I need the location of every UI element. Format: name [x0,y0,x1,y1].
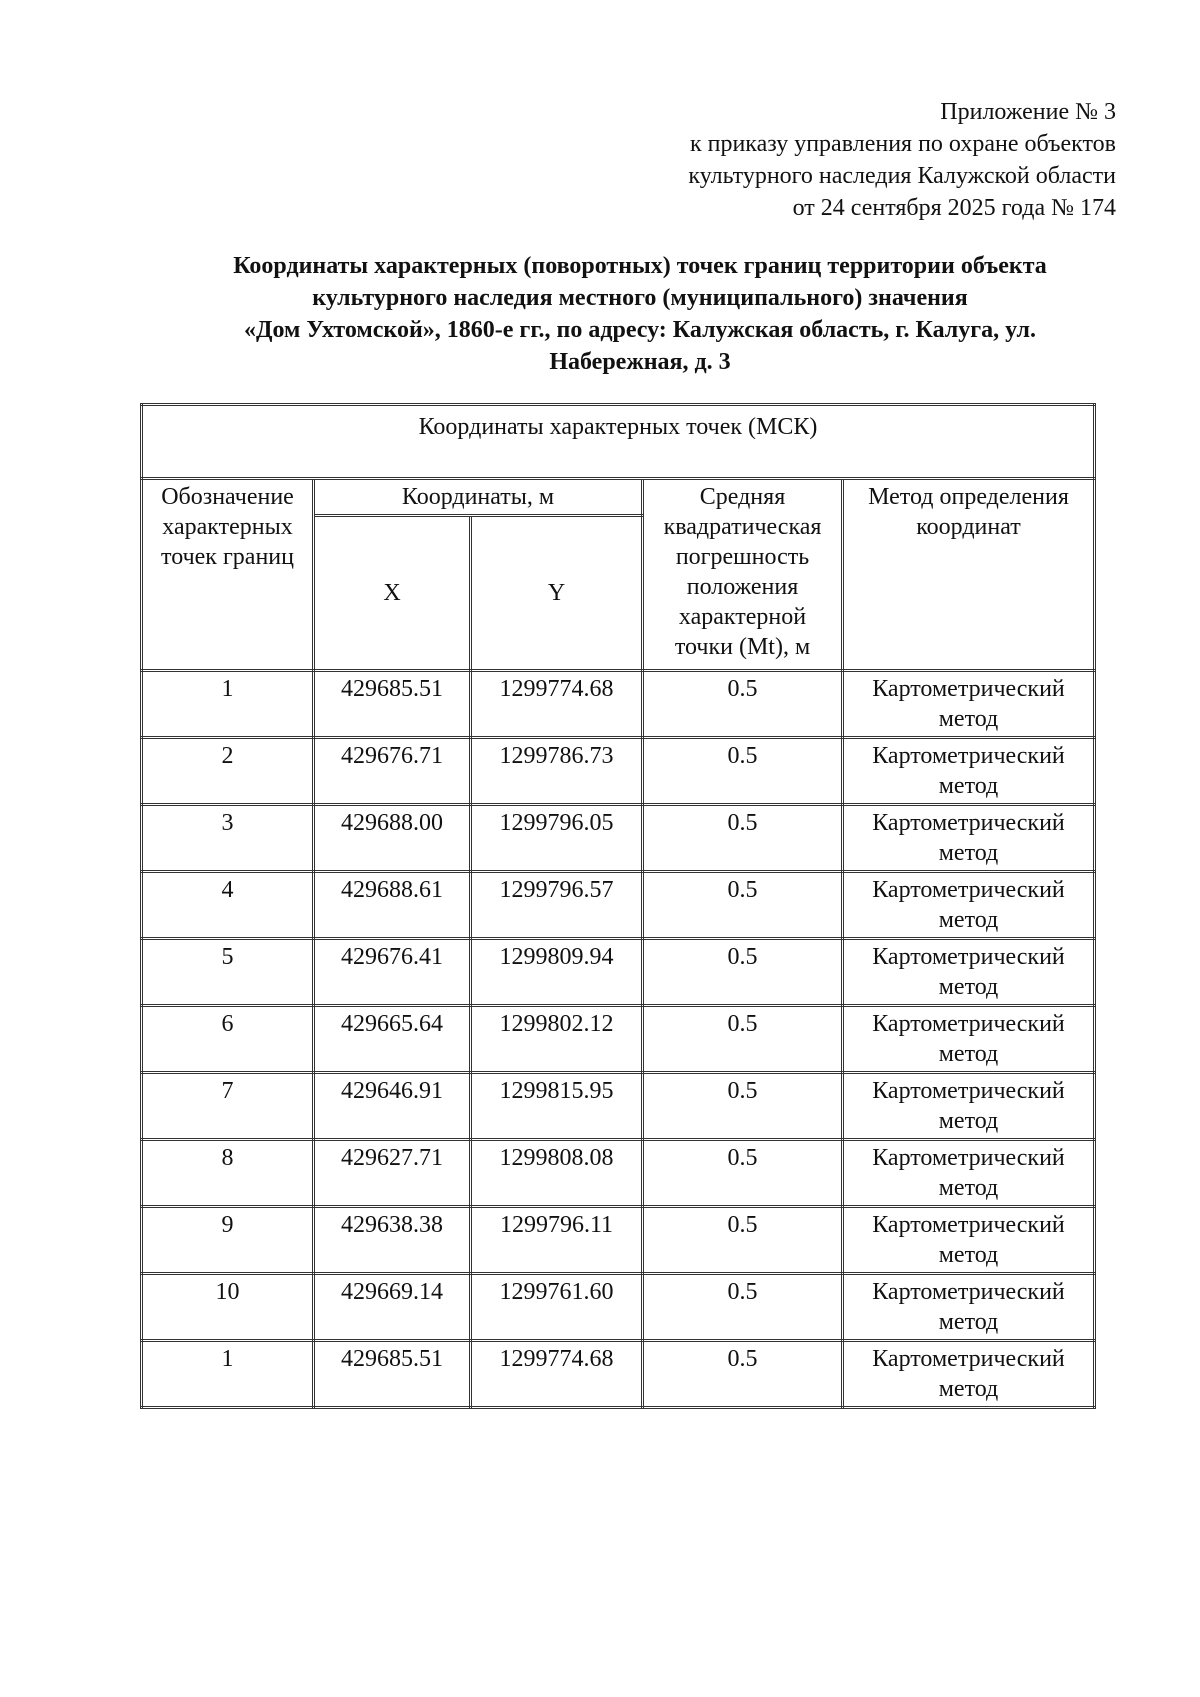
cell-y: 1299774.68 [471,1341,643,1408]
table-row [142,1274,1095,1341]
cell-point: 8 [142,1140,314,1207]
cell-x: 429646.91 [314,1073,471,1140]
cell-method: Картометрический метод [843,1207,1095,1274]
table-row [142,1073,1095,1140]
table-row [142,939,1095,1006]
cell-point: 9 [142,1207,314,1274]
cell-method: Картометрический метод [843,671,1095,738]
cell-point: 1 [142,1341,314,1408]
cell-mt: 0.5 [643,738,843,805]
header-y: Y [471,516,643,671]
cell-point: 3 [142,805,314,872]
cell-x: 429685.51 [314,671,471,738]
cell-method: Картометрический метод [843,939,1095,1006]
cell-mt: 0.5 [643,671,843,738]
title-line-3: «Дом Ухтомской», 1860-е гг., по адресу: Калужская область, г. Калуга, ул. [243,317,1037,343]
table-row [142,872,1095,939]
cell-y: 1299796.11 [471,1207,643,1274]
title-line-2: культурного наследия местного (муниципального) значения [312,285,968,311]
header-x: X [314,516,471,671]
cell-x: 429638.38 [314,1207,471,1274]
title-line-1: Координаты характерных (поворотных) точек границ территории объекта [233,253,1047,279]
cell-point: 7 [142,1073,314,1140]
cell-mt: 0.5 [643,939,843,1006]
cell-y: 1299815.95 [471,1073,643,1140]
cell-point: 10 [142,1274,314,1341]
cell-mt: 0.5 [643,1274,843,1341]
cell-x: 429669.14 [314,1274,471,1341]
cell-x: 429688.61 [314,872,471,939]
title-line-4: Набережная, д. 3 [549,349,731,375]
cell-point: 1 [142,671,314,738]
cell-y: 1299796.05 [471,805,643,872]
cell-mt: 0.5 [643,1207,843,1274]
order-reference: к приказу управления по охране объектов [689,131,1116,157]
cell-mt: 0.5 [643,1341,843,1408]
cell-method: Картометрический метод [843,805,1095,872]
header-point: Обозначение характерных точек границ [142,479,314,671]
cell-x: 429676.41 [314,939,471,1006]
cell-y: 1299808.08 [471,1140,643,1207]
cell-method: Картометрический метод [843,738,1095,805]
cell-mt: 0.5 [643,1006,843,1073]
cell-y: 1299761.60 [471,1274,643,1341]
table-row [142,1006,1095,1073]
cell-mt: 0.5 [643,1140,843,1207]
cell-point: 4 [142,872,314,939]
cell-y: 1299802.12 [471,1006,643,1073]
header-coordinates: Координаты, м [314,479,643,516]
authority-name: культурного наследия Калужской области [688,163,1116,189]
appendix-number: Приложение № 3 [940,99,1116,125]
cell-y: 1299786.73 [471,738,643,805]
cell-mt: 0.5 [643,872,843,939]
cell-method: Картометрический метод [843,1274,1095,1341]
cell-method: Картометрический метод [843,872,1095,939]
table-row [142,805,1095,872]
table-row [142,671,1095,738]
header-error: Средняя квадратическая погрешность положения характерной точки (Mt), м [643,479,843,671]
cell-method: Картометрический метод [843,1341,1095,1408]
cell-x: 429676.71 [314,738,471,805]
cell-mt: 0.5 [643,1073,843,1140]
cell-point: 2 [142,738,314,805]
cell-method: Картометрический метод [843,1140,1095,1207]
cell-method: Картометрический метод [843,1073,1095,1140]
cell-x: 429665.64 [314,1006,471,1073]
document-title [170,250,1110,378]
cell-x: 429685.51 [314,1341,471,1408]
cell-point: 6 [142,1006,314,1073]
table-row [142,1207,1095,1274]
cell-y: 1299796.57 [471,872,643,939]
order-date: от 24 сентября 2025 года № 174 [792,195,1116,221]
header-method: Метод определения координат [843,479,1095,671]
cell-x: 429688.00 [314,805,471,872]
coordinates-table [140,403,1096,1409]
cell-y: 1299774.68 [471,671,643,738]
cell-point: 5 [142,939,314,1006]
table-row [142,1140,1095,1207]
cell-method: Картометрический метод [843,1006,1095,1073]
table-row [142,1341,1095,1408]
cell-mt: 0.5 [643,805,843,872]
table-row [142,738,1095,805]
table-caption: Координаты характерных точек (МСК) [142,405,1095,479]
cell-y: 1299809.94 [471,939,643,1006]
appendix-header [688,96,1116,224]
cell-x: 429627.71 [314,1140,471,1207]
